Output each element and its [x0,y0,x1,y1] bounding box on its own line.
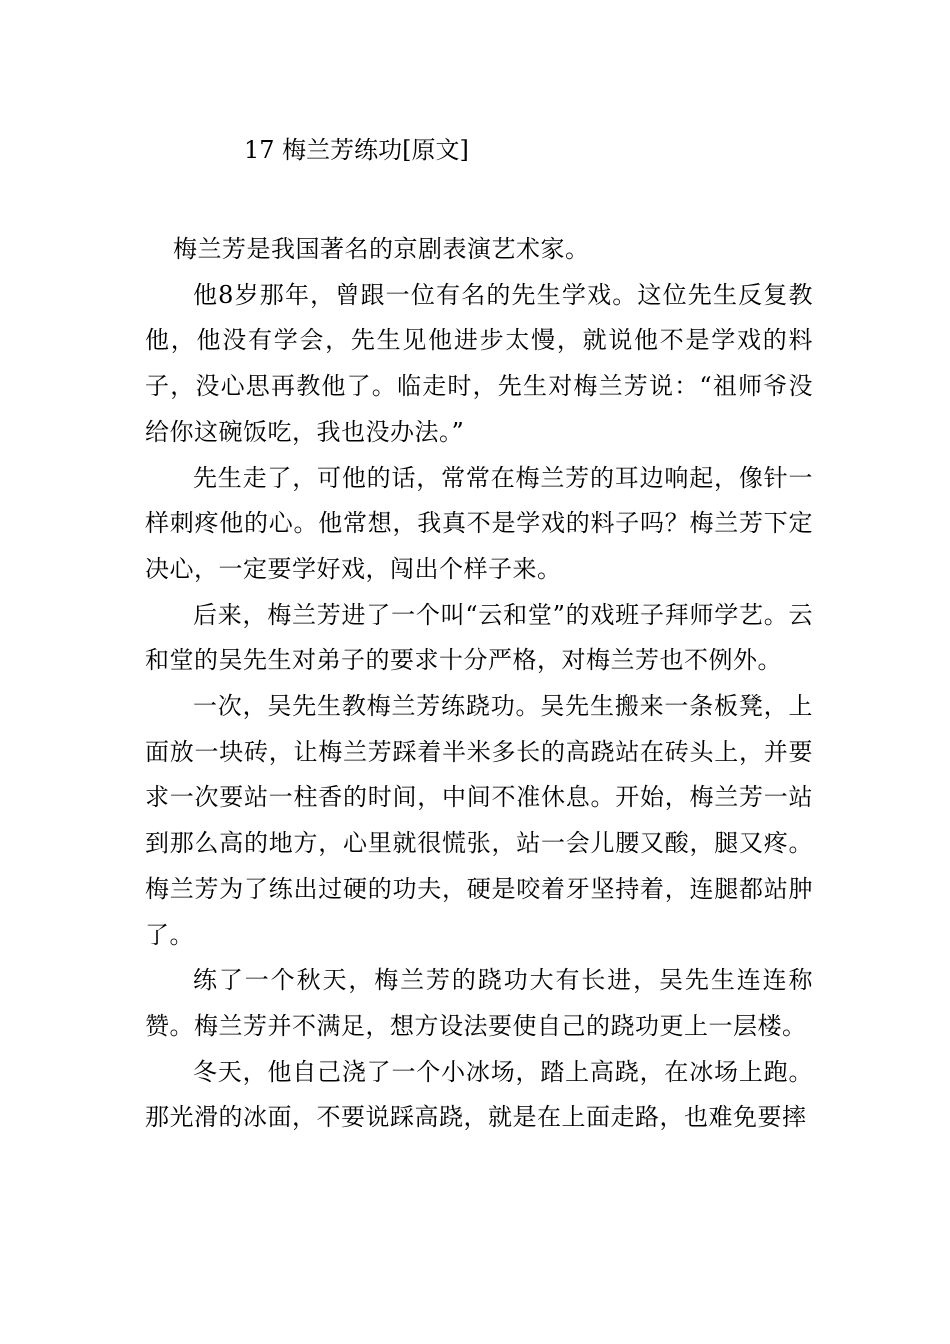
paragraph-2: 他8岁那年，曾跟一位有名的先生学戏。这位先生反复教他，他没有学会，先生见他进步太慢，就说他不是学戏的料子，没心思再教他了。临走时，先生对梅兰芳说：“祖师爷没给你这碗饭吃，我也没办法。” [145,280,813,446]
paragraph-1: 梅兰芳是我国著名的京剧表演艺术家。 [173,235,590,263]
paragraph-7: 冬天，他自己浇了一个小冰场，踏上高跷，在冰场上跑。那光滑的冰面，不要说踩高跷，就是在上面走路，也难免要摔 [145,1057,813,1132]
document-title: 17 梅兰芳练功[原文] [244,136,469,164]
document-body [145,227,813,1141]
paragraph-5: 一次，吴先生教梅兰芳练跷功。吴先生搬来一条板凳，上面放一块砖，让梅兰芳踩着半米多长的高跷站在砖头上，并要求一次要站一柱香的时间，中间不准休息。开始，梅兰芳一站到那么高的地方，心里就很慌张，站一会儿腰又酸，腿又疼。梅兰芳为了练出过硬的功夫，硬是咬着牙坚持着，连腿都站肿了。 [145,692,813,949]
paragraph-4: 后来，梅兰芳进了一个叫“云和堂”的戏班子拜师学艺。云和堂的吴先生对弟子的要求十分严格，对梅兰芳也不例外。 [145,600,813,675]
paragraph-6: 练了一个秋天，梅兰芳的跷功大有长进，吴先生连连称赞。梅兰芳并不满足，想方设法要使自己的跷功更上一层楼。 [145,966,813,1040]
paragraph-3: 先生走了，可他的话，常常在梅兰芳的耳边响起，像针一样刺疼他的心。他常想，我真不是学戏的料子吗？梅兰芳下定决心，一定要学好戏，闯出个样子来。 [145,463,813,583]
